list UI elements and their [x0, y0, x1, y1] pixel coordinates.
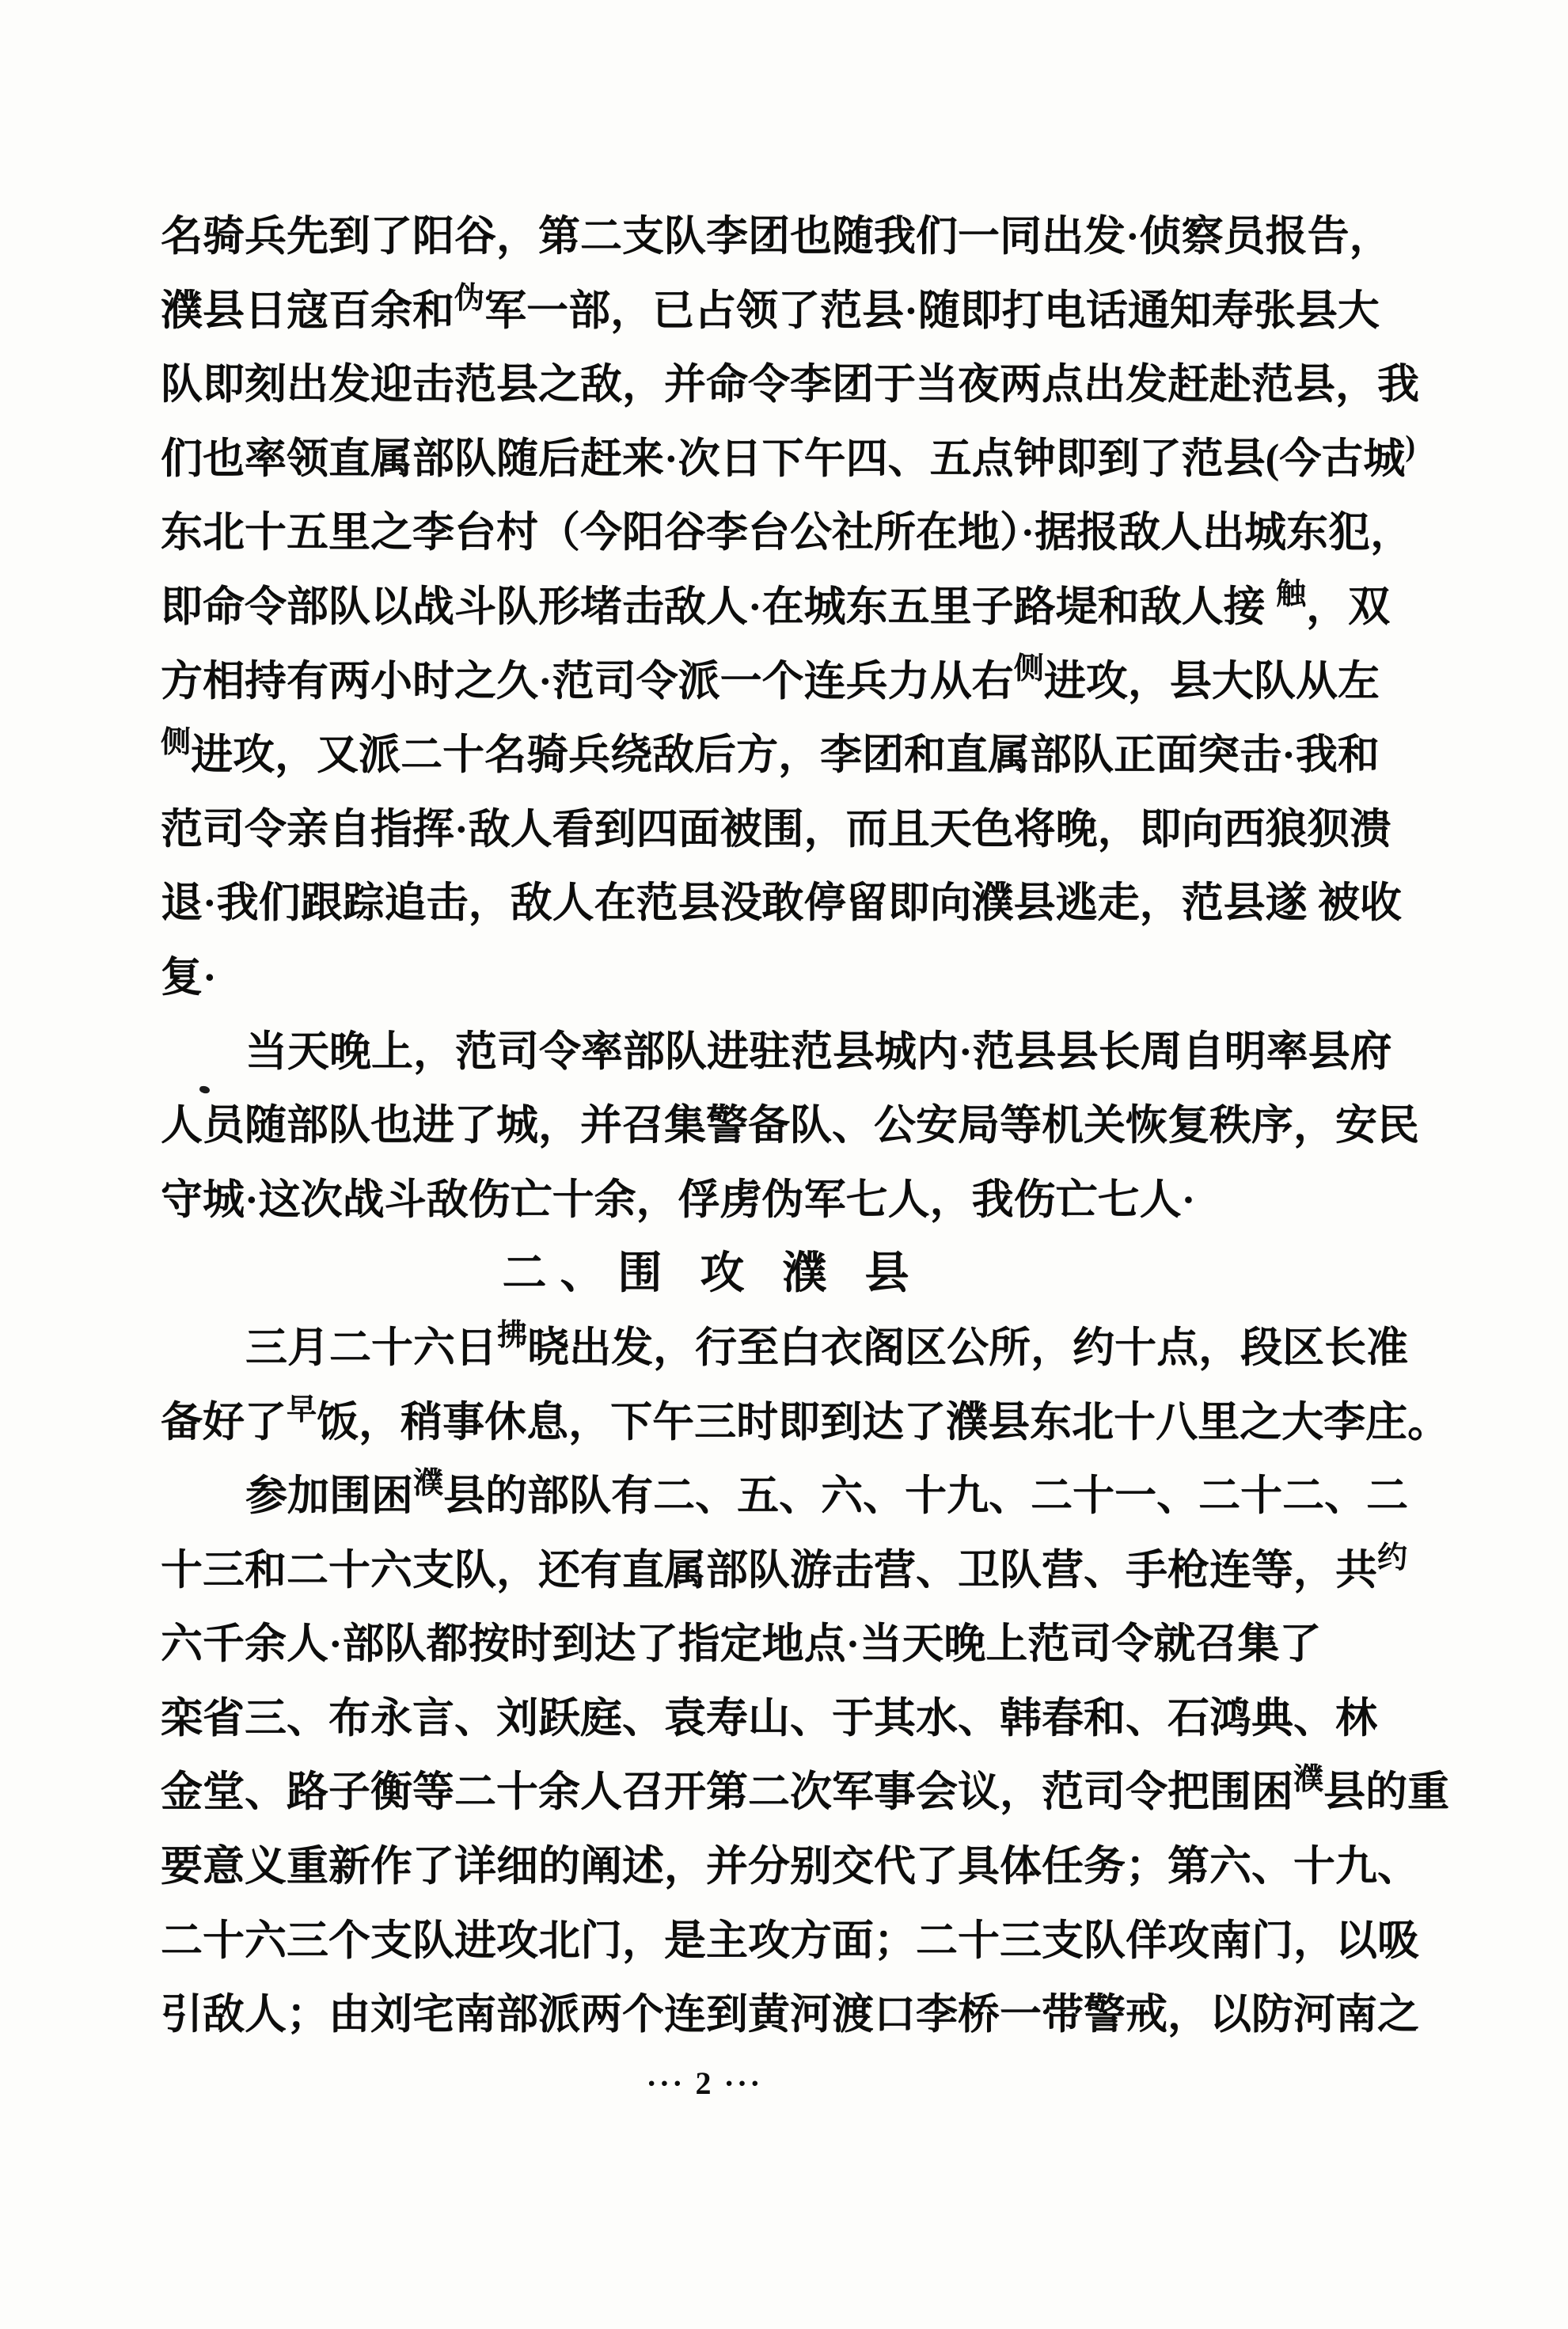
text-segment: 备好了: [161, 1399, 287, 1446]
text-line: [161, 941, 1427, 1016]
text-segment: 范司令亲自指挥·敌人看到四面被围，而且天色将晚，即向西狼狈溃: [161, 806, 1391, 853]
section-heading: [79, 1237, 1346, 1312]
inserted-correction-char: 约: [1377, 1541, 1408, 1575]
document-text: [161, 200, 1450, 2053]
text-segment: 县的重: [1323, 1769, 1450, 1816]
text-line: [161, 1386, 1450, 1461]
text-segment: 县的部队有二、五、六、十九、二十一、二十二、二: [443, 1473, 1409, 1520]
text-segment: 二、围 攻 濮 县: [502, 1249, 923, 1299]
text-segment: 复·: [161, 954, 217, 1001]
text-segment: 守城·这次战斗敌伤亡十余，俘虏伪军七人，我伤亡七人·: [161, 1176, 1196, 1223]
text-line: [161, 1312, 1427, 1386]
inserted-correction-char: 触: [1275, 577, 1307, 611]
text-line: [161, 1756, 1450, 1830]
text-segment: 东北十五里之李台村（今阳谷李台公社所在地）·据报敌人出城东犯，: [161, 510, 1413, 557]
text-segment: 即命令部队以战斗队形堵击敌人·在城东五里子路堤和敌人接: [161, 583, 1276, 630]
text-line: [161, 1682, 1427, 1757]
text-line: [161, 645, 1427, 720]
inserted-correction-char: 濮: [1293, 1763, 1324, 1797]
inserted-correction-char: 濮: [413, 1467, 444, 1501]
text-line: [161, 719, 1427, 793]
text-segment: 金堂、路子衡等二十余人召开第二次军事会议，范司令把围困: [161, 1769, 1293, 1816]
inserted-correction-char: ): [1405, 429, 1416, 463]
page-number: ··· 2 ···: [646, 2065, 763, 2101]
text-line: [161, 1608, 1427, 1682]
text-line: [161, 348, 1427, 423]
text-line: [161, 496, 1427, 571]
text-line: [161, 1905, 1427, 1979]
inserted-correction-char: 侧: [1013, 652, 1044, 686]
text-line: [161, 1534, 1427, 1609]
text-segment: 方相持有两小时之久·范司令派一个连兵力从右: [161, 658, 1014, 705]
text-segment: 十三和二十六支队，还有直属部队游击营、卫队营、手枪连等，共: [161, 1547, 1377, 1594]
text-segment: 要意义重新作了详细的阐述，并分别交代了具体任务；第六、十九、: [161, 1844, 1419, 1890]
text-segment: 饭，稍事休息，下午三时即到达了濮县东北十八里之大李庄。: [317, 1399, 1450, 1446]
text-segment: 人员随部队也进了城，并召集警备队、公安局等机关恢复秩序，安民: [161, 1103, 1419, 1149]
text-segment: 濮县日寇百余和: [161, 287, 454, 334]
inserted-correction-char: 伪: [454, 281, 485, 315]
text-segment: 们也率领直属部队随后赶来·次日下午四、五点钟即到了范县(今古城: [161, 435, 1406, 482]
text-segment: 晓出发，行至白衣阁区公所，约十点，段区长准: [527, 1324, 1409, 1371]
inserted-correction-char: 侧: [161, 726, 192, 760]
text-line: [161, 1016, 1427, 1090]
text-line: [161, 1089, 1427, 1164]
text-line: [161, 423, 1427, 497]
text-line: [161, 793, 1427, 868]
text-segment: 二十六三个支队进攻北门，是主攻方面；二十三支队佯攻南门，以吸: [161, 1917, 1419, 1964]
inserted-correction-char: 早: [287, 1392, 317, 1427]
text-segment: 进攻，又派二十名骑兵绕敌后方，李团和直属部队正面突击·我和: [191, 732, 1380, 779]
text-segment: 名骑兵先到了阳谷，第二支队李团也随我们一同出发·侦察员报告，: [161, 214, 1391, 260]
text-segment: 三月二十六日: [245, 1324, 497, 1371]
text-line: [161, 1830, 1427, 1905]
text-segment: 当天晚上，范司令率部队进驻范县城内·范县县长周自明率县府: [245, 1028, 1392, 1075]
text-segment: 队即刻出发迎击范县之敌，并命令李团于当夜两点出发赶赴范县，我: [161, 362, 1419, 408]
text-line: [161, 275, 1427, 349]
text-line: [161, 867, 1427, 941]
text-line: [161, 571, 1427, 645]
text-line: [161, 1164, 1427, 1238]
text-segment: 参加围困: [245, 1473, 413, 1520]
text-segment: 进攻，县大队从左: [1043, 658, 1380, 705]
text-line: [161, 200, 1427, 275]
text-line: [161, 1978, 1427, 2053]
inserted-correction-char: 拂: [497, 1318, 528, 1352]
text-line: [161, 1460, 1427, 1534]
text-segment: 退·我们跟踪追击，敌人在范县没敢停留即向濮县逃走，范县遂 被收: [161, 880, 1402, 927]
text-segment: 引敌人；由刘宅南部派两个连到黄河渡口李桥一带警戒，以防河南之: [161, 1992, 1419, 2038]
text-segment: 栾省三、布永言、刘跃庭、袁寿山、于其水、韩春和、石鸿典、林: [161, 1695, 1377, 1742]
text-segment: ，双: [1306, 583, 1391, 630]
text-segment: 军一部，已占领了范县·随即打电话通知寿张县大: [484, 287, 1380, 334]
text-segment: 六千余人·部队都按时到达了指定地点·当天晚上范司令就召集了: [161, 1621, 1322, 1668]
